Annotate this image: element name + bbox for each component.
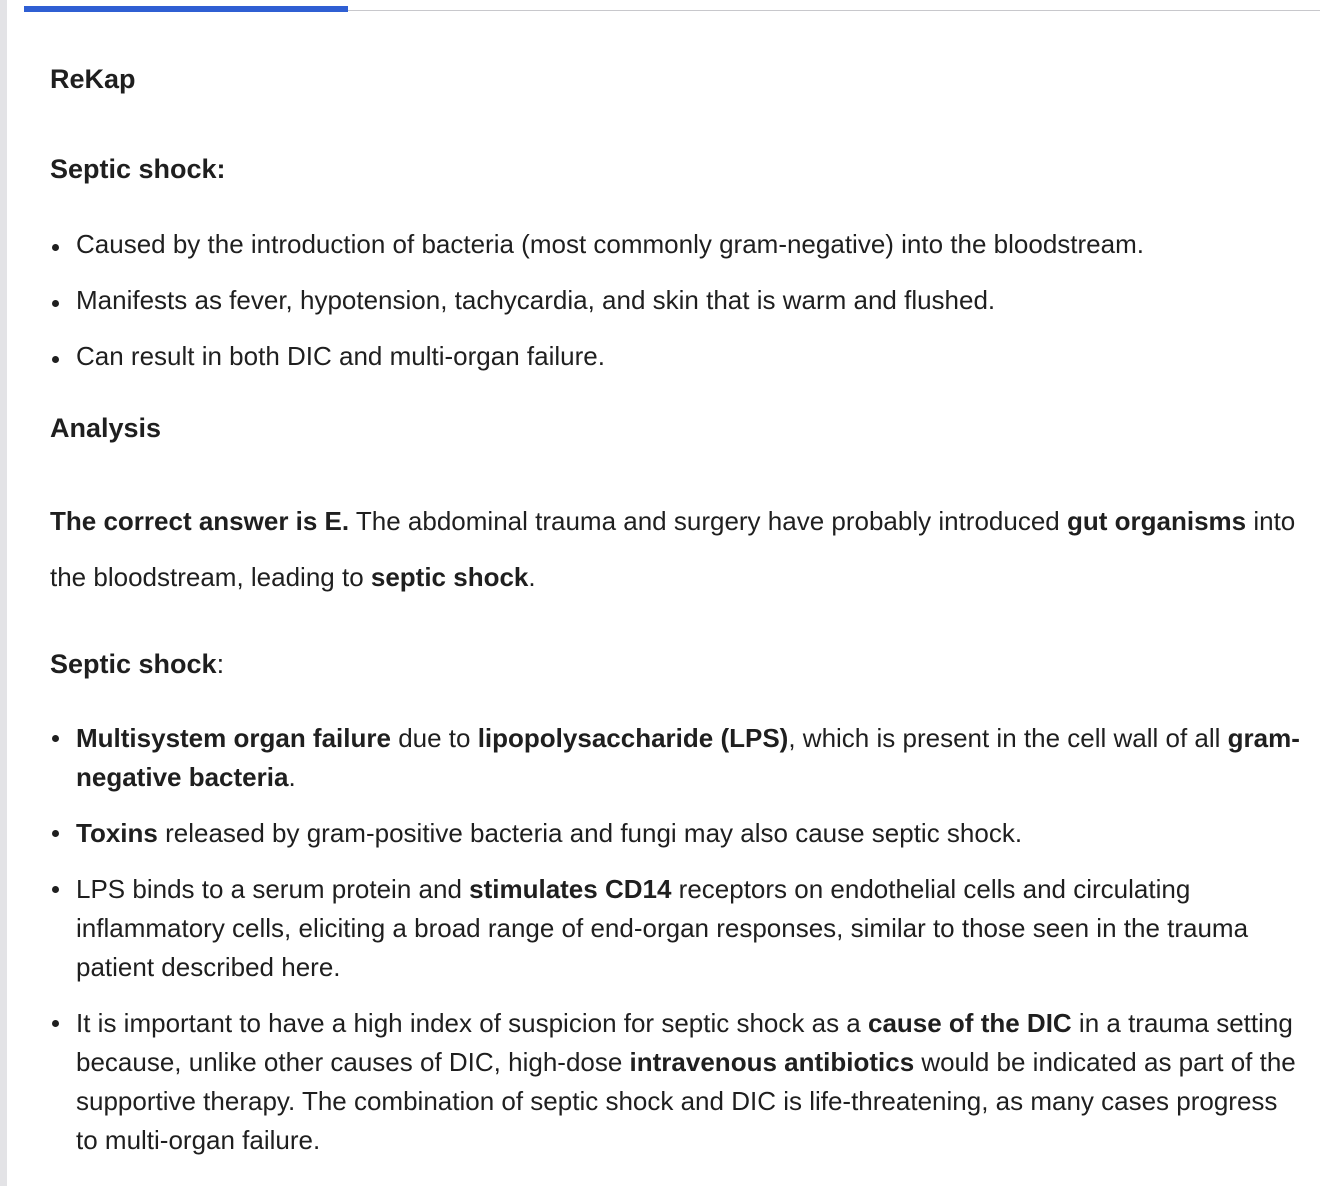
list-item: LPS binds to a serum protein and stimulates CD14 receptors on endothelial cells and circulating inflammatory cells, eliciting a broad range of end-organ responses, similar to those seen in the trauma patient described here.	[50, 870, 1300, 987]
correct-answer-lead: The correct answer is E.	[50, 506, 350, 536]
analysis-bullet-list	[50, 719, 1300, 1177]
list-item: Can result in both DIC and multi-organ failure.	[50, 341, 1300, 397]
list-item: It is important to have a high index of suspicion for septic shock as a cause of the DIC in a trauma setting because, unlike other causes of DIC, high-dose intravenous antibiotics would be indicated as part of the supportive therapy. The combination of septic shock and DIC is life-threatening, as many cases progress to multi-organ failure.	[50, 1004, 1300, 1160]
list-item: Toxins released by gram-positive bacteria and fungi may also cause septic shock.	[50, 814, 1300, 853]
rekap-bullet-list	[50, 229, 1300, 397]
list-item: Manifests as fever, hypotension, tachycardia, and skin that is warm and flushed.	[50, 285, 1300, 341]
list-item: Multisystem organ failure due to lipopolysaccharide (LPS), which is present in the cell wall of all gram-negative bacteria.	[50, 719, 1300, 797]
analysis-heading: Analysis	[50, 413, 162, 443]
list-item: Caused by the introduction of bacteria (most commonly gram-negative) into the bloodstream.	[50, 229, 1300, 285]
septic-shock-heading: Septic shock:	[50, 649, 225, 679]
rekap-subheading: Septic shock:	[50, 154, 226, 184]
section-progress-indicator	[24, 6, 348, 12]
correct-answer-paragraph: The correct answer is E. The abdominal trauma and surgery have probably introduced gut organisms into the bloodstream, leading to septic shock.	[50, 506, 1296, 592]
rekap-heading: ReKap	[50, 64, 136, 94]
left-border	[0, 0, 7, 1186]
